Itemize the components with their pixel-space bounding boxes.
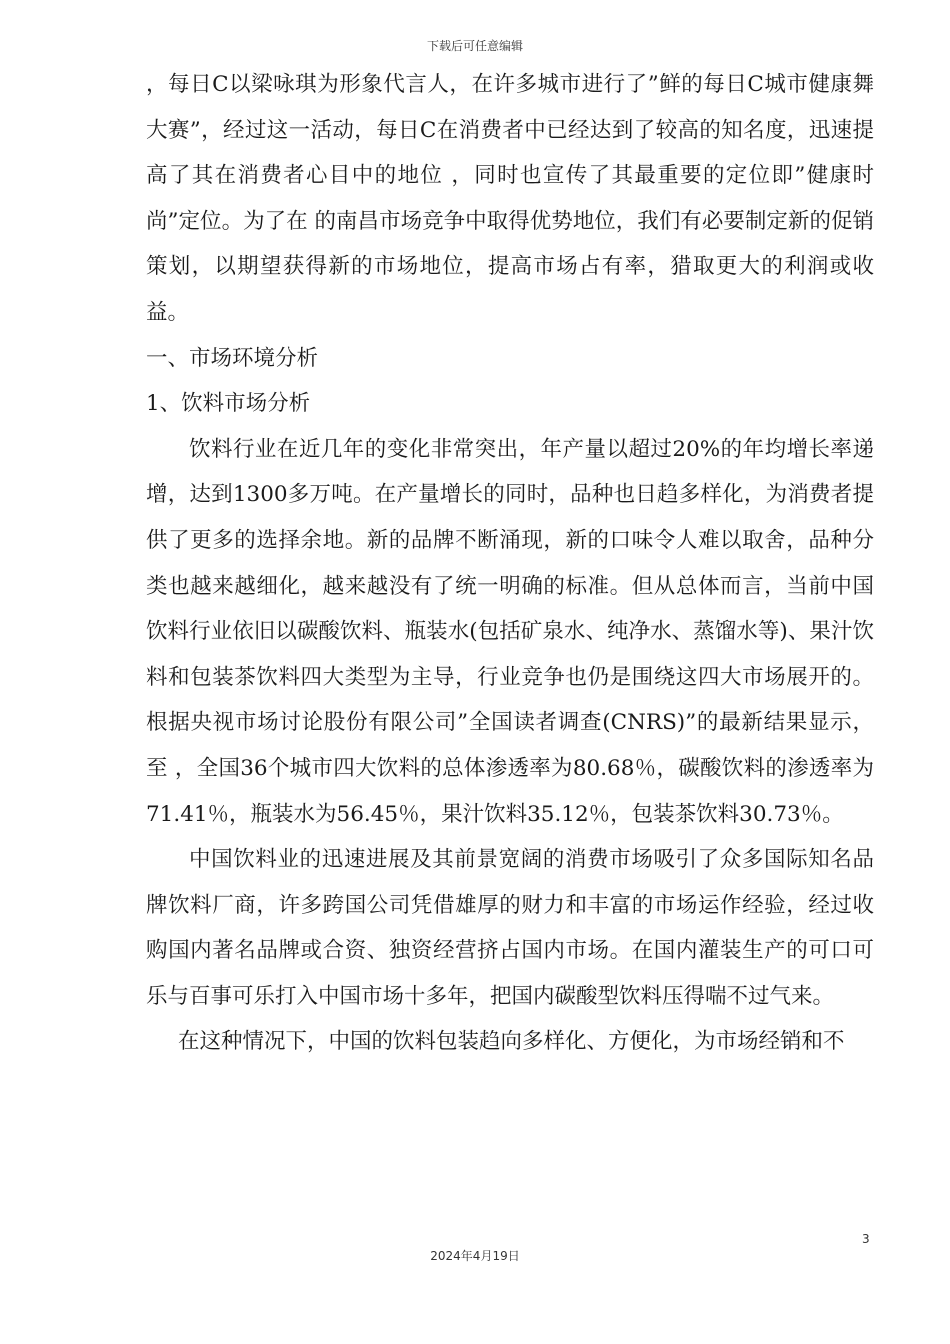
- paragraph: 中国饮料业的迅速进展及其前景宽阔的消费市场吸引了众多国际知名品牌饮料厂商，许多跨国公司凭借雄厚的财力和丰富的市场运作经验，经过收购国内著名品牌或合资、独资经营挤占国内市场。在国内灌装生产的可口可乐与百事可乐打入中国市场十多年，把国内碳酸型饮料压得喘不过气来。: [146, 847, 874, 1009]
- page-header: 下载后可任意编辑: [426, 39, 523, 53]
- paragraph: 饮料行业在近几年的变化非常突出，年产量以超过20%的年均增长率递增，达到1300多万吨。在产量增长的同时，品种也日趋多样化，为消费者提供了更多的选择余地。新的品牌不断涌现，新的口味令人难以取舍，品种分类也越来越细化，越来越没有了统一明确的标准。但从总体而言，当前中国饮料行业依旧以碳酸饮料、瓶装水(包括矿泉水、纯净水、蒸馏水等)、果汁饮料和包装茶饮料四大类型为主导，行业竞争也仍是围绕这四大市场展开的。根据央视市场讨论股份有限公司”全国读者调查(CNRS)”的最新结果显示， 至 ，全国36个城市四大饮料的总体渗透率为80.68％，碳酸饮料的渗透率为71.41％，瓶装水为56.45％，果汁饮料35.12％，包装茶饮料30.73％。: [146, 436, 874, 827]
- paragraph: 在这种情况下，中国的饮料包装趋向多样化、方便化，为市场经销和不: [178, 1029, 845, 1055]
- subsection-heading: 1、饮料市场分析: [146, 391, 311, 417]
- paragraph: ，每日C以梁咏琪为形象代言人，在许多城市进行了”鲜的每日C城市健康舞大赛”，经过这一活动，每日C在消费者中已经达到了较高的知名度，迅速提高了其在消费者心目中的地位 ，同时也宣传了其最重要的定位即”健康时尚”定位。为了在 的南昌市场竞争中取得优势地位，我们有必要制定新的促销策划，以期望获得新的市场地位，提高市场占有率，猎取更大的利润或收益。: [146, 72, 874, 325]
- section-heading: 一、市场环境分析: [146, 345, 319, 371]
- document-body: [146, 62, 874, 1065]
- page-footer-date: 2024年4月19日: [430, 1249, 520, 1263]
- page-number: 3: [862, 1232, 870, 1246]
